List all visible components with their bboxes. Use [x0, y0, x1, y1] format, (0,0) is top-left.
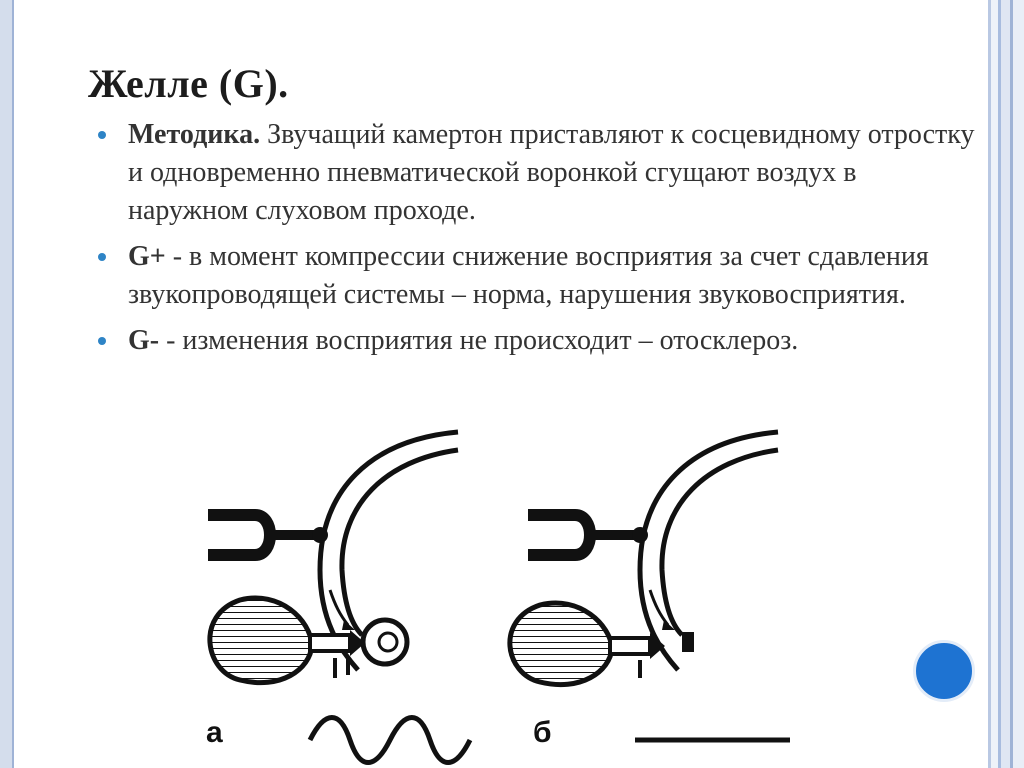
bullet-text: - изменения восприятия не происходит – отосклероз.	[159, 325, 799, 356]
slide-right-border	[984, 0, 1024, 768]
slide-left-border	[0, 0, 14, 768]
gelle-test-illustration	[180, 420, 820, 765]
bullet-dot-icon	[98, 131, 106, 139]
panel-a-drawing	[208, 432, 470, 763]
figure-label-b: б	[533, 716, 552, 749]
bullet-text: Звучащий камертон приставляют к сосцевидному отростку и одновременно пневматической воронкой сгущают воздух в наружном слуховом проходе.	[128, 119, 975, 226]
bullet-dot-icon	[98, 253, 106, 261]
bullet-text: - в момент компрессии снижение восприятия за счет сдавления звукопроводящей системы – норма, нарушения звуковосприятия.	[128, 241, 929, 310]
bullet-bold-label: G+	[128, 241, 166, 272]
bullet-bold-label: G-	[128, 325, 160, 356]
figure-label-a: а	[206, 716, 223, 749]
bullet-bold-label: Методика.	[128, 119, 261, 150]
slide-title: Желле (G).	[88, 61, 289, 106]
decorative-blue-circle	[913, 640, 975, 702]
bullet-list	[96, 116, 976, 368]
bullet-dot-icon	[98, 337, 106, 345]
bullet-g-plus	[96, 238, 976, 314]
bullet-methodology	[96, 116, 976, 230]
bullet-g-minus	[96, 322, 976, 360]
panel-b-drawing	[510, 432, 790, 740]
